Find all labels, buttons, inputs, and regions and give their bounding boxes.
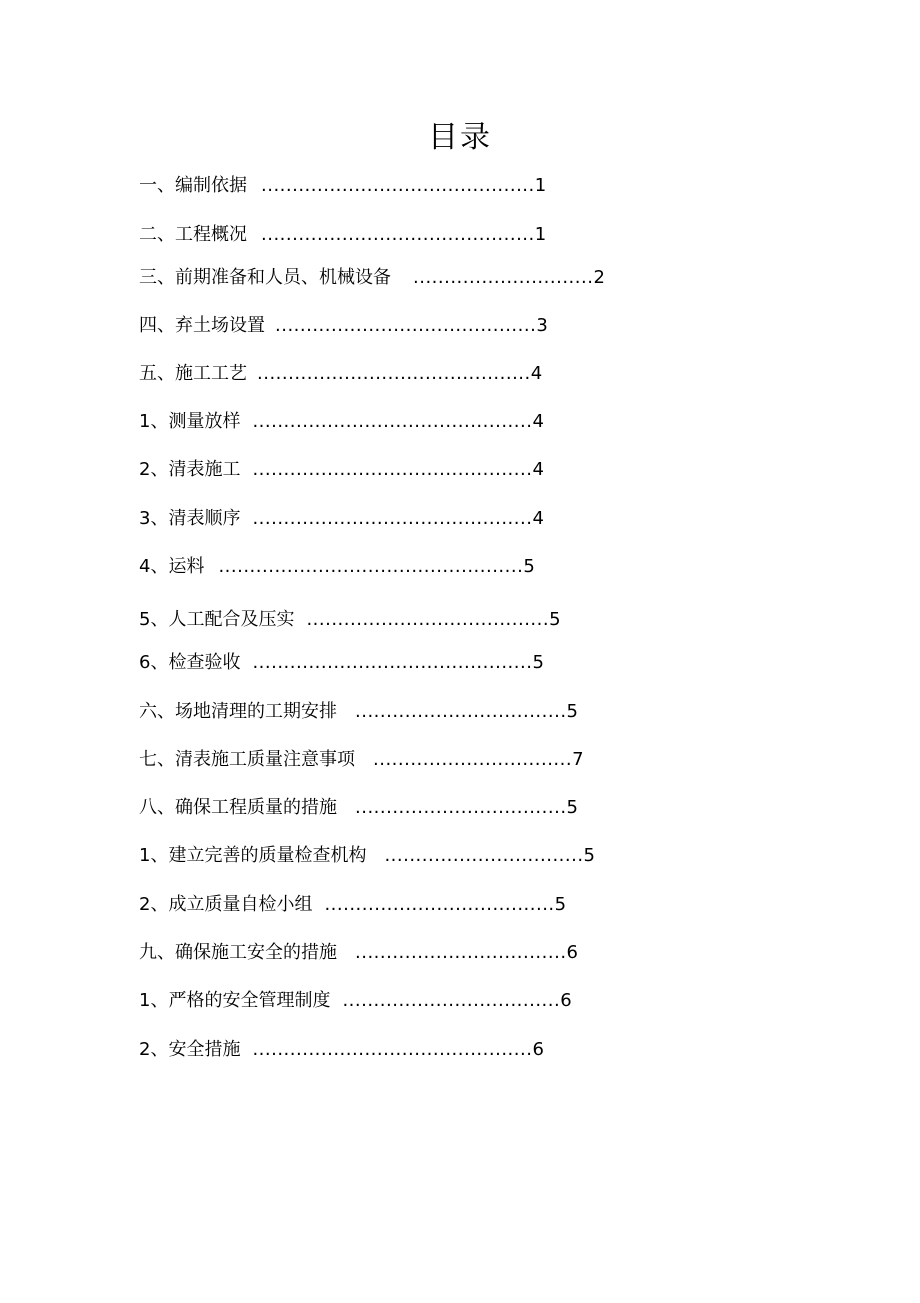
toc-entry-leader: ...................................: [342, 990, 561, 1011]
toc-entry-leader: ..................................: [355, 942, 567, 963]
toc-entry-label: 2、成立质量自检小组: [139, 894, 313, 915]
toc-entry-label: 四、弃土场设置: [139, 315, 265, 336]
toc-entry[interactable]: [139, 361, 542, 387]
toc-entry-label: 1、严格的安全管理制度: [139, 990, 331, 1011]
toc-entry-page: 7: [572, 749, 584, 770]
toc-entry-label: 七、清表施工质量注意事项: [139, 749, 355, 770]
toc-entry-leader: .............................................: [252, 459, 533, 480]
toc-entry[interactable]: [139, 222, 546, 248]
toc-entry[interactable]: [139, 506, 544, 532]
toc-entry[interactable]: [139, 892, 566, 918]
toc-entry-page: 4: [532, 459, 544, 480]
toc-entry[interactable]: [139, 747, 584, 773]
toc-entry-leader: .....................................: [324, 894, 555, 915]
toc-entry-leader: ............................................: [261, 175, 535, 196]
toc-entry-page: 1: [534, 224, 547, 245]
toc-entry-page: 5: [549, 609, 561, 630]
toc-entry[interactable]: [139, 650, 544, 676]
toc-entry[interactable]: [139, 940, 578, 966]
toc-entry-page: 4: [532, 411, 544, 432]
toc-entry-page: 5: [566, 701, 578, 722]
toc-entry-page: 6: [566, 942, 578, 963]
toc-entry-page: 4: [530, 363, 543, 384]
toc-entry-label: 三、前期准备和人员、机械设备: [139, 267, 391, 288]
toc-entry-label: 二、工程概况: [139, 224, 247, 245]
toc-entry-leader: ................................: [384, 845, 584, 866]
toc-entry-label: 2、安全措施: [139, 1039, 241, 1060]
toc-entry[interactable]: [139, 265, 605, 291]
toc-entry-label: 3、清表顺序: [139, 508, 241, 529]
toc-entry-label: 6、检查验收: [139, 652, 241, 673]
toc-entry[interactable]: [139, 554, 535, 580]
toc-entry-label: 5、人工配合及压实: [139, 609, 295, 630]
toc-entry-leader: .............................: [413, 267, 594, 288]
toc-entry-label: 八、确保工程质量的措施: [139, 797, 337, 818]
toc-entry-leader: .............................................: [252, 652, 533, 673]
toc-entry-leader: ..................................: [355, 701, 567, 722]
toc-entry[interactable]: [139, 173, 546, 199]
toc-entry-label: 1、建立完善的质量检查机构: [139, 845, 367, 866]
toc-entry-leader: .......................................: [306, 609, 550, 630]
toc-entry[interactable]: [139, 843, 595, 869]
toc-entry[interactable]: [139, 988, 572, 1014]
toc-entry[interactable]: [139, 313, 548, 339]
toc-entry-label: 一、编制依据: [139, 175, 247, 196]
toc-entry-label: 4、运料: [139, 556, 205, 577]
toc-entry-page: 1: [534, 175, 547, 196]
toc-entry[interactable]: [139, 1037, 544, 1063]
toc-entry-leader: ..................................: [355, 797, 567, 818]
toc-entry-leader: ............................................: [261, 224, 535, 245]
toc-entry-leader: .................................................: [218, 556, 524, 577]
toc-entry[interactable]: [139, 457, 544, 483]
toc-entry-leader: .............................................: [252, 1039, 533, 1060]
toc-entry-label: 1、测量放样: [139, 411, 241, 432]
toc-entry-page: 5: [583, 845, 595, 866]
toc-entry-label: 2、清表施工: [139, 459, 241, 480]
toc-entry-leader: ............................................: [257, 363, 531, 384]
toc-entry-leader: .............................................: [252, 411, 533, 432]
toc-entry-page: 6: [532, 1039, 544, 1060]
toc-entry[interactable]: [139, 607, 561, 633]
toc-entry-label: 九、确保施工安全的措施: [139, 942, 337, 963]
toc-entry-leader: .............................................: [252, 508, 533, 529]
toc-entry[interactable]: [139, 699, 578, 725]
toc-entry-page: 5: [523, 556, 535, 577]
toc-entry-leader: ..........................................: [275, 315, 537, 336]
toc-entry-label: 六、场地清理的工期安排: [139, 701, 337, 722]
toc-entry-page: 2: [593, 267, 605, 288]
toc-entry-page: 5: [566, 797, 578, 818]
toc-entry-label: 五、施工工艺: [139, 363, 247, 384]
toc-entry[interactable]: [139, 409, 544, 435]
toc-entry-page: 5: [532, 652, 544, 673]
toc-entry-page: 3: [536, 315, 548, 336]
toc-entry-page: 4: [532, 508, 544, 529]
toc-entry-page: 5: [554, 894, 567, 915]
toc-entry-page: 6: [560, 990, 572, 1011]
toc-title: 目录: [428, 120, 492, 155]
toc-entry-leader: ................................: [373, 749, 573, 770]
toc-entry[interactable]: [139, 795, 578, 821]
